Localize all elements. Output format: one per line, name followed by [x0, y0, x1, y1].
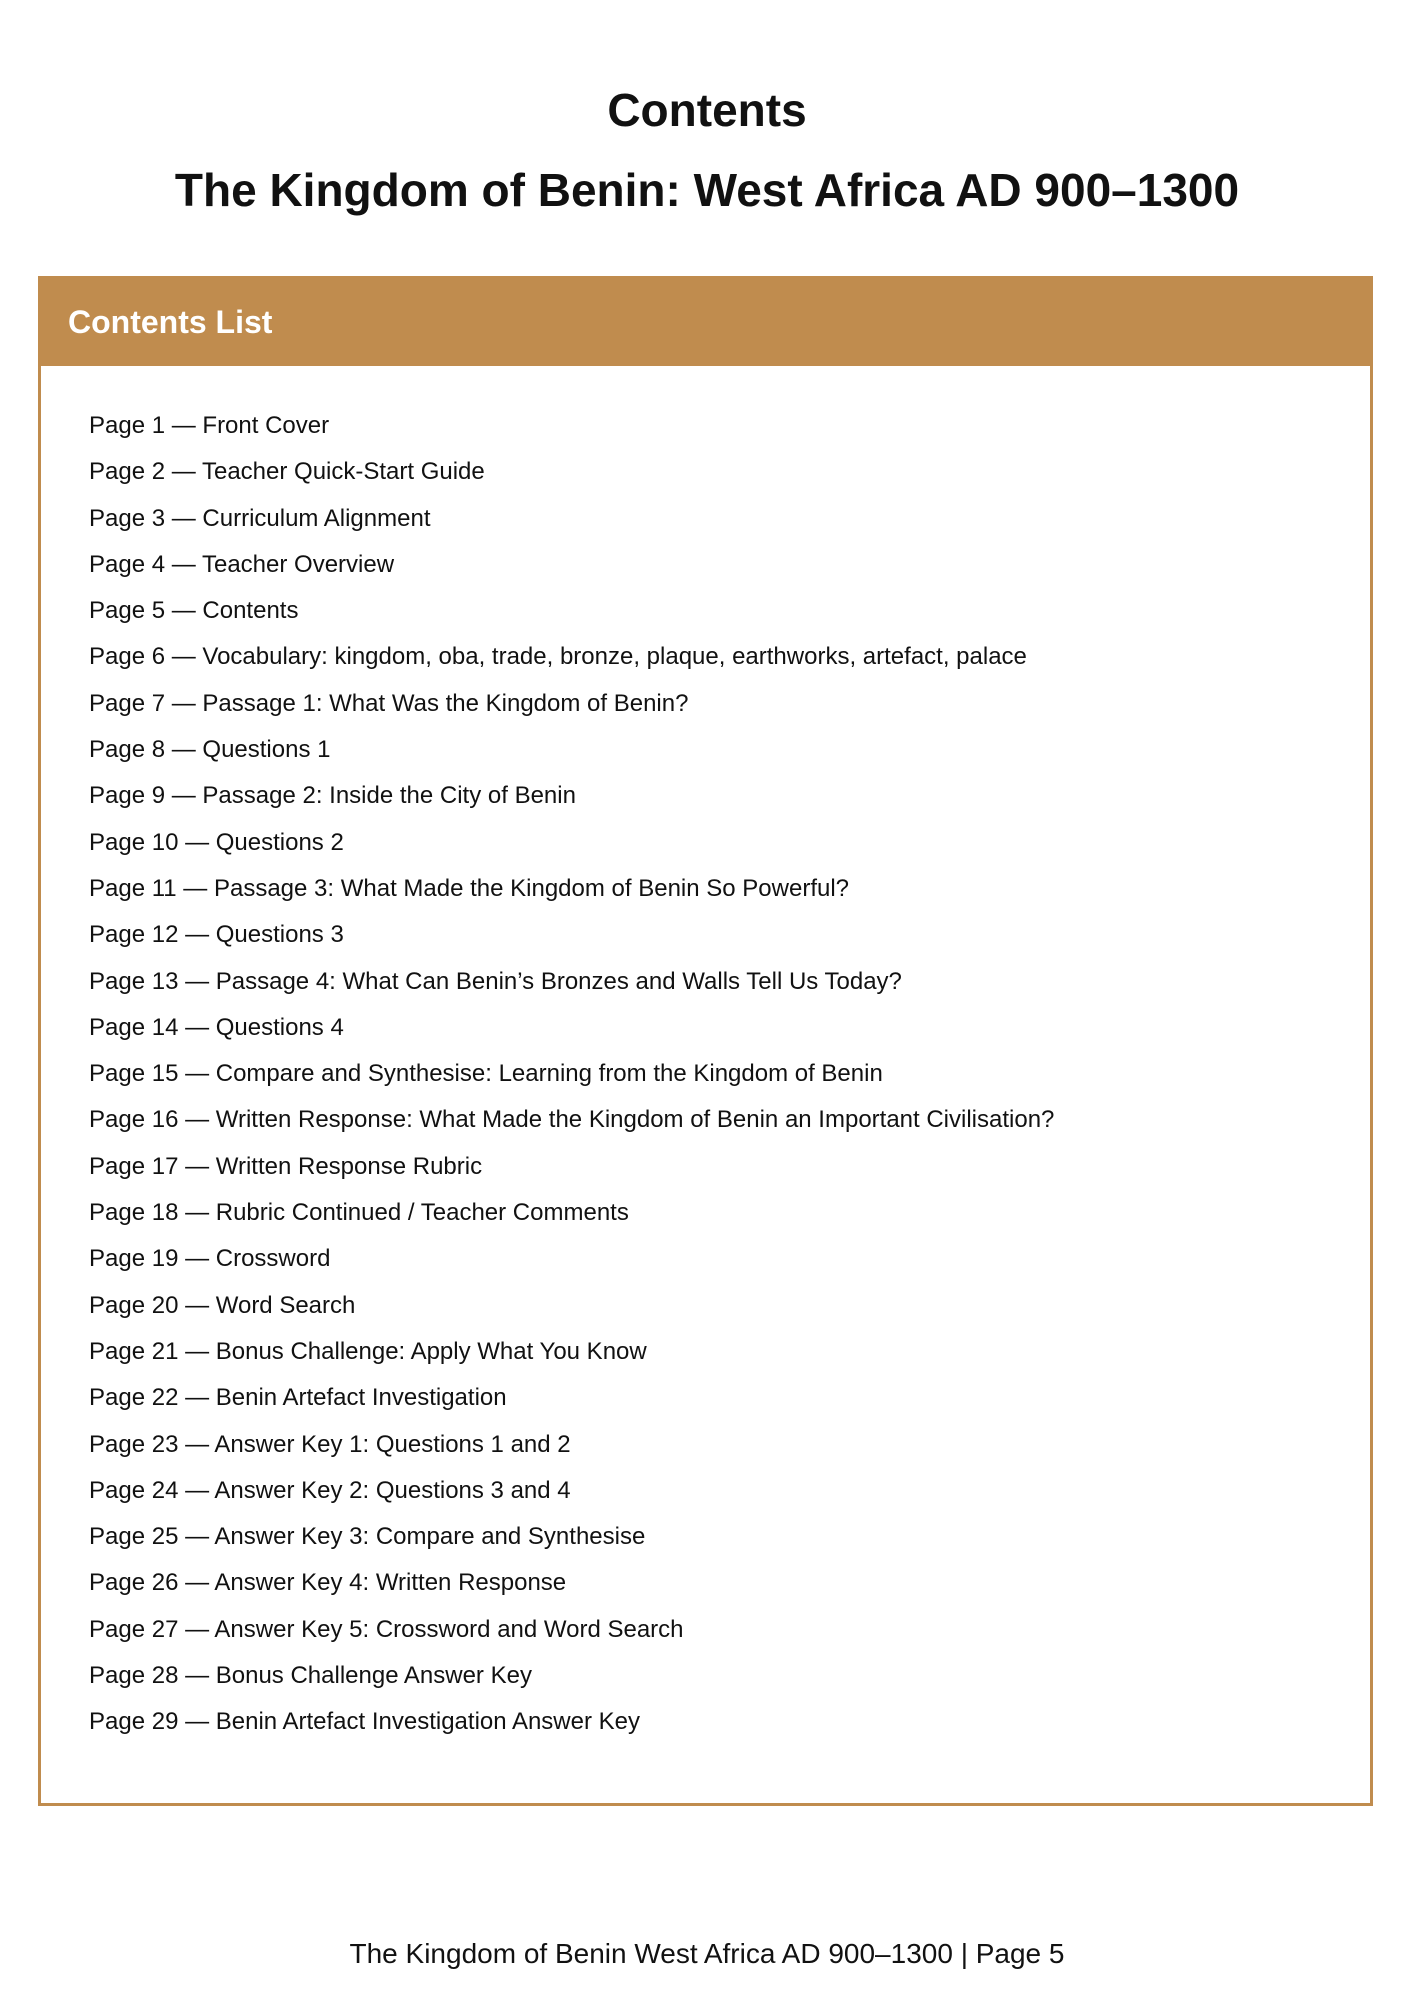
contents-list-item: Page 13 — Passage 4: What Can Benin’s Bronzes and Walls Tell Us Today? — [89, 967, 902, 995]
contents-list-item: Page 1 — Front Cover — [89, 412, 330, 439]
contents-list-item: Page 10 — Questions 2 — [89, 828, 344, 856]
contents-list-item: Page 27 — Answer Key 5: Crossword and Word Search — [89, 1615, 684, 1643]
contents-list-item: Page 11 — Passage 3: What Made the Kingdom of Benin So Powerful? — [89, 874, 850, 902]
contents-list-item: Page 24 — Answer Key 2: Questions 3 and 4 — [89, 1476, 571, 1504]
contents-list-item: Page 14 — Questions 4 — [89, 1013, 344, 1041]
contents-list-item: Page 8 — Questions 1 — [89, 736, 331, 764]
contents-list-item: Page 2 — Teacher Quick-Start Guide — [89, 458, 485, 486]
contents-list-item: Page 12 — Questions 3 — [89, 921, 344, 949]
contents-list-item: Page 23 — Answer Key 1: Questions 1 and 2 — [89, 1430, 571, 1458]
contents-list — [41, 366, 1370, 1746]
contents-list-item: Page 6 — Vocabulary: kingdom, oba, trade, bronze, plaque, earthworks, artefact, palace — [89, 643, 1027, 671]
contents-list-item: Page 26 — Answer Key 4: Written Response — [89, 1569, 567, 1597]
page-footer: The Kingdom of Benin West Africa AD 900–1300 | Page 5 — [349, 1938, 1065, 1969]
contents-list-item: Page 9 — Passage 2: Inside the City of Benin — [89, 782, 576, 810]
contents-list-item: Page 18 — Rubric Continued / Teacher Comments — [89, 1199, 629, 1227]
contents-list-item: Page 29 — Benin Artefact Investigation Answer Key — [89, 1708, 640, 1736]
contents-list-item: Page 21 — Bonus Challenge: Apply What You Know — [89, 1337, 647, 1365]
contents-list-item: Page 25 — Answer Key 3: Compare and Synthesise — [89, 1523, 646, 1551]
contents-list-item: Page 3 — Curriculum Alignment — [89, 504, 431, 532]
contents-list-item: Page 17 — Written Response Rubric — [89, 1152, 483, 1180]
contents-list-item: Page 5 — Contents — [89, 597, 299, 625]
contents-list-item: Page 22 — Benin Artefact Investigation — [89, 1384, 507, 1412]
contents-list-item: Page 7 — Passage 1: What Was the Kingdom of Benin? — [89, 689, 689, 717]
contents-list-item: Page 28 — Bonus Challenge Answer Key — [89, 1662, 532, 1690]
contents-box — [38, 276, 1373, 1806]
contents-list-item: Page 16 — Written Response: What Made the Kingdom of Benin an Important Civilisation? — [89, 1106, 1055, 1134]
contents-list-item: Page 19 — Crossword — [89, 1245, 331, 1273]
page-subtitle: The Kingdom of Benin: West Africa AD 900–1300 — [174, 164, 1240, 216]
contents-list-item: Page 20 — Word Search — [89, 1291, 356, 1319]
page-title: Contents — [607, 84, 807, 136]
contents-list-heading: Contents List — [41, 279, 1370, 366]
contents-list-item: Page 4 — Teacher Overview — [89, 550, 395, 578]
contents-list-item: Page 15 — Compare and Synthesise: Learning from the Kingdom of Benin — [89, 1060, 883, 1088]
